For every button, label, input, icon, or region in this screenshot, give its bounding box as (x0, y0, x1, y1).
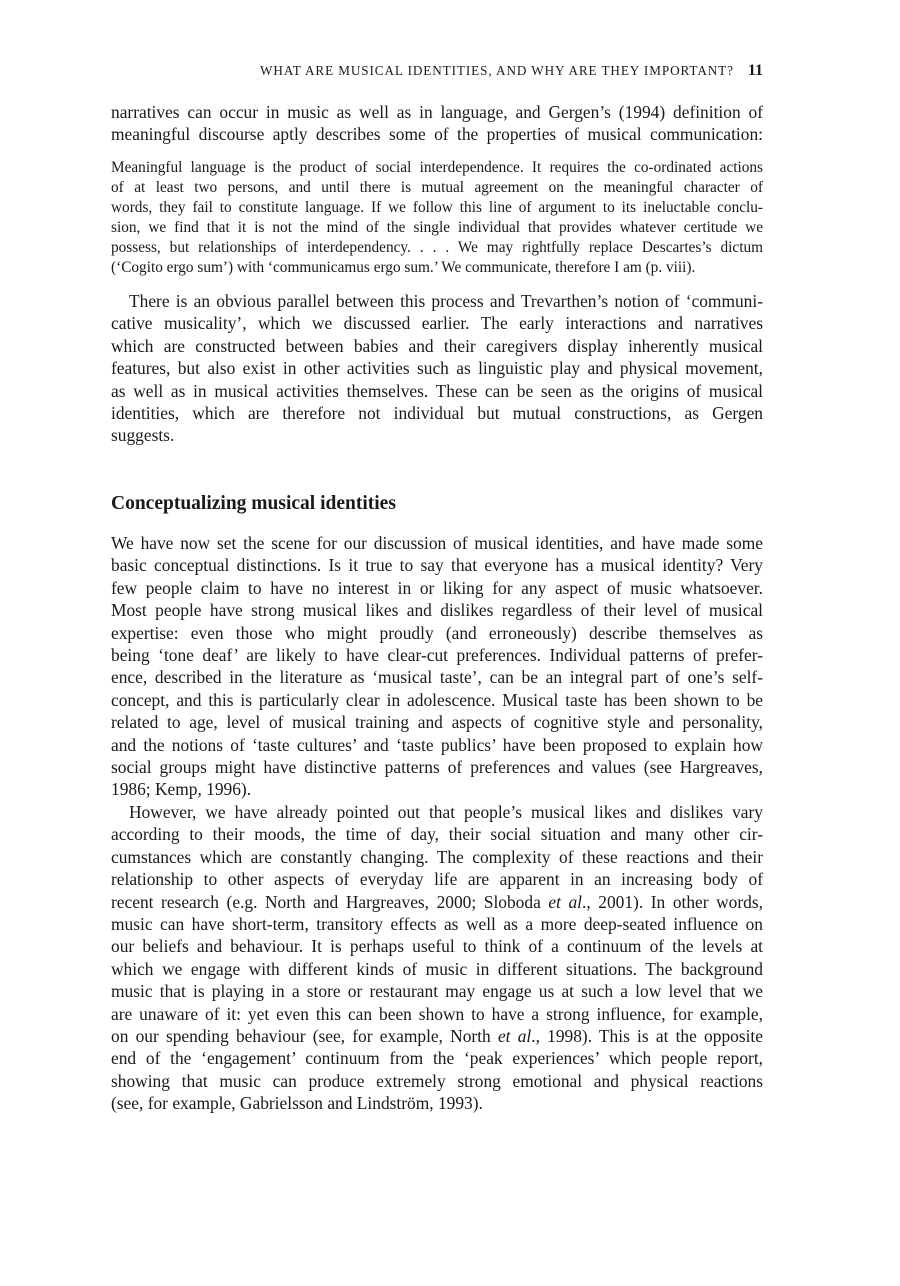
text-line: and the notions of ‘taste cultures’ and ‘taste publics’ have been proposed to explain how (111, 734, 763, 755)
paragraph-scene (111, 532, 763, 801)
text-line: concept, and this is particularly clear in adolescence. Musical taste has been shown to be (111, 689, 763, 710)
text-line: few people claim to have no interest in or liking for any aspect of music whatsoever. (111, 577, 763, 598)
running-title: WHAT ARE MUSICAL IDENTITIES, AND WHY ARE THEY IMPORTANT? (260, 63, 734, 78)
text-line: narratives can occur in music as well as in language, and Gergen’s (1994) definition of (111, 102, 763, 122)
text-line: expertise: even those who might proudly (and erroneously) describe themselves as (111, 622, 763, 643)
text-line: are unaware of it: yet even this can been shown to have a strong influence, for example, (111, 1003, 763, 1024)
text-segment: on our spending behaviour (see, for example, North (111, 1025, 498, 1046)
text-line: music that is playing in a store or restaurant may engage us at such a low level that we (111, 981, 763, 1002)
text-line: However, we have already pointed out that people’s musical likes and dislikes vary (129, 802, 763, 822)
paragraph-however (111, 801, 763, 1114)
text-segment: recent research (e.g. North and Hargreaves, 2000; Sloboda (111, 891, 549, 912)
text-line: basic conceptual distinctions. Is it true to say that everyone has a musical identity? Very (111, 555, 763, 576)
text-line: relationship to other aspects of everyday life are apparent in an increasing body of (111, 869, 763, 890)
text-line: social groups might have distinctive patterns of preferences and values (see Hargreaves, (111, 756, 763, 777)
citation-et-al: et al (497, 1025, 532, 1046)
text-line: We have now set the scene for our discussion of musical identities, and have made some (111, 533, 763, 553)
block-quote (111, 158, 763, 278)
text-line: ence, described in the literature as ‘musical taste’, can be an integral part of one’s self- (111, 667, 763, 688)
text-line: as well as in musical activities themselves. These can be seen as the origins of musical (111, 380, 763, 401)
text-line: according to their moods, the time of day, their social situation and many other cir- (111, 824, 763, 845)
text-line: cumstances which are constantly changing. The complexity of these reactions and their (111, 846, 763, 867)
text-line: suggests. (111, 425, 175, 446)
quote-line: (‘Cogito ergo sum’) with ‘communicamus ergo sum.’ We communicate, therefore I am (p. viii). (111, 259, 696, 276)
text-line: meaningful discourse aptly describes some of the properties of musical communication: (111, 124, 763, 145)
text-line: (see, for example, Gabrielsson and Lindström, 1993). (111, 1093, 483, 1114)
text-line: which we engage with different kinds of music in different situations. The background (111, 958, 763, 979)
text-line: There is an obvious parallel between this process and Trevarthen’s notion of ‘communi- (129, 291, 763, 311)
quote-line: words, they fail to constitute language. If we follow this line of argument to its ineluctable conclu- (111, 199, 763, 216)
text-line: music can have short-term, transitory effects as well as a more deep-seated influence on (111, 913, 763, 934)
text-line: identities, which are therefore not individual but mutual constructions, as Gergen (111, 402, 763, 423)
text-line: cative musicality’, which we discussed earlier. The early interactions and narratives (111, 313, 763, 334)
text-line: which are constructed between babies and their caregivers display inherently musical (111, 335, 763, 356)
quote-line: possess, but relationships of interdependency. . . . We may rightfully replace Descartes’s dictum (111, 239, 763, 256)
text-line: our beliefs and behaviour. It is perhaps useful to think of a continuum of the levels at (111, 936, 763, 957)
quote-line: sion, we find that it is not the mind of the single individual that provides whatever certitude we (111, 219, 763, 236)
text-line: Most people have strong musical likes and dislikes regardless of their level of musical (111, 600, 763, 621)
section-heading: Conceptualizing musical identities (111, 493, 396, 514)
citation-et-al: et al (548, 891, 583, 912)
intro-paragraph (111, 101, 763, 146)
quote-line: of at least two persons, and until there is mutual agreement on the meaningful character of (111, 179, 763, 196)
text-line: related to age, level of musical training and aspects of cognitive style and personality, (111, 712, 763, 733)
running-header (260, 62, 763, 80)
quote-line: Meaningful language is the product of social interdependence. It requires the co-ordinated actions (111, 159, 763, 176)
text-segment: ., 1998). This is at the opposite (531, 1025, 763, 1046)
paragraph-parallel (111, 290, 763, 447)
text-line (111, 891, 763, 913)
text-line: features, but also exist in other activities such as linguistic play and physical movement, (111, 358, 763, 379)
text-line: 1986; Kemp, 1996). (111, 779, 252, 800)
text-line: showing that music can produce extremely strong emotional and physical reactions (111, 1070, 763, 1091)
text-line: end of the ‘engagement’ continuum from the ‘peak experiences’ which people report, (111, 1048, 763, 1069)
text-line (111, 1025, 763, 1047)
text-segment: ., 2001). In other words, (582, 891, 763, 912)
page-number: 11 (747, 62, 763, 79)
text-line: being ‘tone deaf’ are likely to have clear-cut preferences. Individual patterns of prefer- (111, 644, 763, 665)
